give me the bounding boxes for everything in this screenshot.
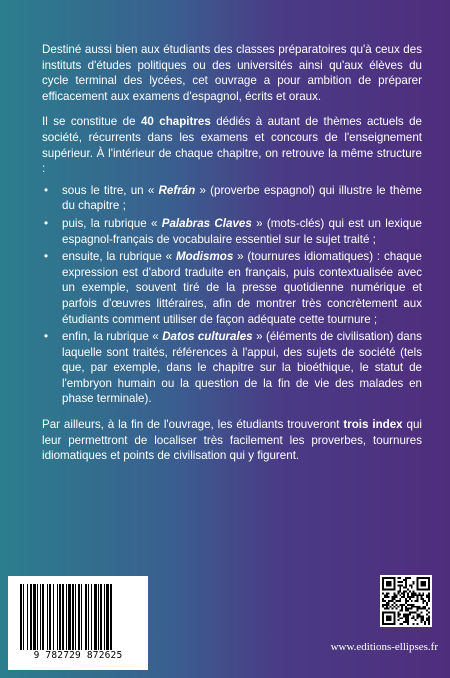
qr-code-icon [380, 575, 432, 627]
isbn-digits: 9 782729 872625 [33, 650, 123, 661]
intro-paragraph: Destiné aussi bien aux étudiants des classes préparatoires qu'à ceux des instituts d'études politiques ou des universités ainsi qu'aux élèves du cycle terminal des lycées, cet ouvrage a pour ambition de préparer efficacement aux examens d'espagnol, écrits et oraux. [42, 43, 422, 103]
publisher-website: www.editions-ellipses.fr [330, 641, 438, 653]
list-item-refran: • sous le titre, un « Refrán » (proverbe espagnol) qui illustre le thème du chapitre ; [44, 183, 422, 213]
structure-list [42, 183, 422, 407]
keyword-refran: Refrán [158, 183, 196, 197]
structure-text-b: dédiés à autant de thèmes actuels de société, récurrents dans les examens et concours de l'enseignement supérieur. À l'intérieur de chaque chapitre, on retrouve la même structure : [42, 115, 423, 176]
structure-paragraph [42, 114, 422, 176]
chapter-count: 40 chapitres [140, 115, 211, 129]
bullet-icon: • [44, 250, 49, 264]
keyword-modismos: Modismos [175, 250, 234, 264]
structure-text-a: Il se constitue de [42, 115, 141, 129]
outro-paragraph: Par ailleurs, à la fin de l'ouvrage, les étudiants trouveront trois index qui leur permettront de localiser très facilement les proverbes, tournures idiomatiques et points de civilisation qui y figurent. [42, 418, 422, 463]
bullet-icon: • [44, 216, 49, 230]
list-item-modismos: • ensuite, la rubrique « Modismos » (tournures idiomatiques) : chaque expression est d'abord traduite en français, puis contextualisée avec un exemple, souvent tiré de la presse quotidienne numérique et parfois d'œuvres littéraires, afin de montrer très concrètement aux étudiants comment utiliser de façon adéquate cette tournure ; [44, 250, 422, 326]
isbn-barcode [8, 576, 148, 670]
index-highlight: trois index [343, 418, 403, 432]
barcode-bars [20, 584, 138, 650]
keyword-palabras-claves: Palabras Claves [161, 216, 252, 230]
list-item-palabras-claves: • puis, la rubrique « Palabras Claves » (mots-clés) qui est un lexique espagnol-français de vocabulaire essentiel sur le sujet traité ; [44, 216, 423, 246]
description-text [42, 42, 422, 464]
keyword-datos-culturales: Datos culturales [162, 330, 253, 344]
bullet-icon: • [44, 183, 49, 197]
bullet-icon: • [44, 330, 49, 344]
list-item-datos-culturales: • enfin, la rubrique « Datos culturales » (éléments de civilisation) dans laquelle sont traités, références à l'appui, des sujets de société (tels que, par exemple, dans le chapitre sur la bioéthique, le statut de l'embryon humain ou la question de la fin de vie des malades en phase terminale). [44, 330, 422, 406]
